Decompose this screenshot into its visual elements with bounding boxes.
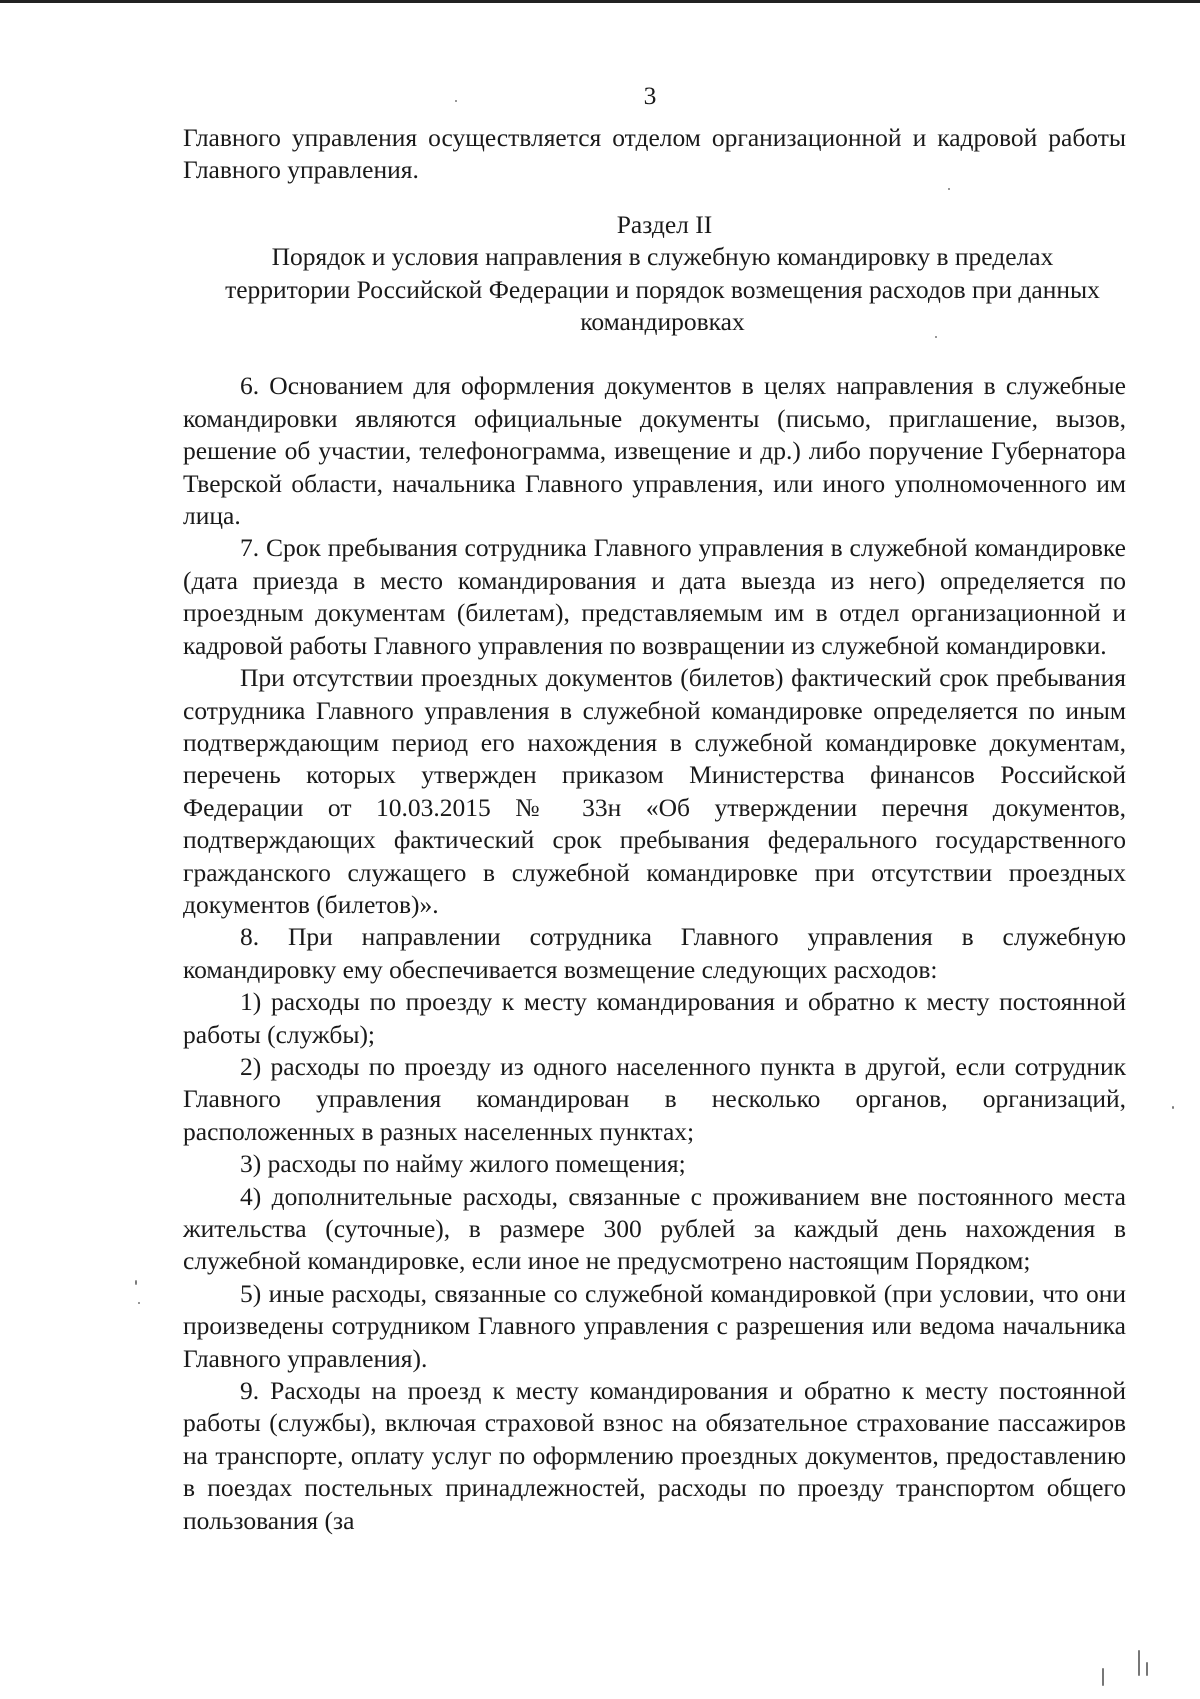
list-item-5: 5) иные расходы, связанные со служебной командировкой (при условии, что они произведены сотрудником Главного управления с разрешения или ведома начальника Главного управления). (183, 1278, 1126, 1373)
paragraph-6: 6. Основанием для оформления документов в целях направления в служебные командировки являются официальные документы (письмо, приглашение, вызов, решение об участии, телефонограмма, извещение и др.) либо поручение Губернатора Тверской области, начальника Главного управления, или иного уполномоченного им лица. (183, 371, 1126, 531)
scan-speck (948, 188, 950, 190)
intro-continuation: Главного управления осуществляется отделом организационной и кадровой работы Главного управления. (183, 123, 1126, 185)
section-label: Раздел II (616, 209, 713, 239)
scan-speck (935, 336, 937, 338)
paragraph-7: 7. Срок пребывания сотрудника Главного управления в служебной командировке (дата приезда в место командирования и дата выезда из него) определяется по проездным документам (билетам), представляемым им в отдел организационной и кадровой работы Главного управления по возвращении из служебной командировки. (183, 533, 1126, 660)
paragraph-8: 8. При направлении сотрудника Главного управления в служебную командировку ему обеспечивается возмещение следующих расходов: (183, 922, 1126, 984)
scan-speck (1138, 1650, 1140, 1676)
paragraph-9: 9. Расходы на проезд к месту командирования и обратно к месту постоянной работы (службы), включая страховой взнос на обязательное страхование пассажиров на транспорте, оплату услуг по оформлению проездных документов, предоставлению в поездах постельных принадлежностей, расходы по проезду транспортом общего пользования (за (183, 1376, 1126, 1535)
paragraph-7-continued: При отсутствии проездных документов (билетов) фактический срок пребывания сотрудника Главного управления в служебной командировке определяется по иным подтверждающим период его нахождения в служебной командировке документам, перечень которых утвержден приказом Министерства финансов Российской Федерации от 10.03.2015 № 33н «Об утверждении перечня документов, подтверждающих фактический срок пребывания федерального государственного гражданского служащего в служебной командировке при отсутствии проездных документов (билетов)». (183, 663, 1126, 919)
list-item-1: 1) расходы по проезду к месту командирования и обратно к месту постоянной работы (службы); (183, 987, 1126, 1049)
list-item-3: 3) расходы по найму жилого помещения; (240, 1149, 686, 1179)
scan-top-edge (0, 0, 1200, 3)
list-item-2: 2) расходы по проезду из одного населенного пункта в другой, если сотрудник Главного управления командирован в несколько органов, организаций, расположенных в разных населенных пунктах; (183, 1051, 1126, 1146)
scan-speck (1172, 1106, 1174, 1109)
scan-speck (135, 1280, 137, 1285)
scan-speck (1146, 1662, 1148, 1676)
spacer (183, 338, 1126, 370)
list-item-4: 4) дополнительные расходы, связанные с проживанием вне постоянного места жительства (суточные), в размере 300 рублей за каждый день нахождения в служебной командировке, если иное не предусмотрено настоящим Порядком; (183, 1181, 1126, 1276)
page-number: 3 (643, 81, 657, 110)
scan-speck (138, 1302, 140, 1304)
scan-speck (455, 100, 457, 102)
scan-speck (1102, 1668, 1104, 1686)
section-title: Порядок и условия направления в служебную командировку в пределах территории Российской Федерации и порядок возмещения расходов при данных командировках (225, 242, 1100, 337)
document-body (183, 122, 1126, 1537)
